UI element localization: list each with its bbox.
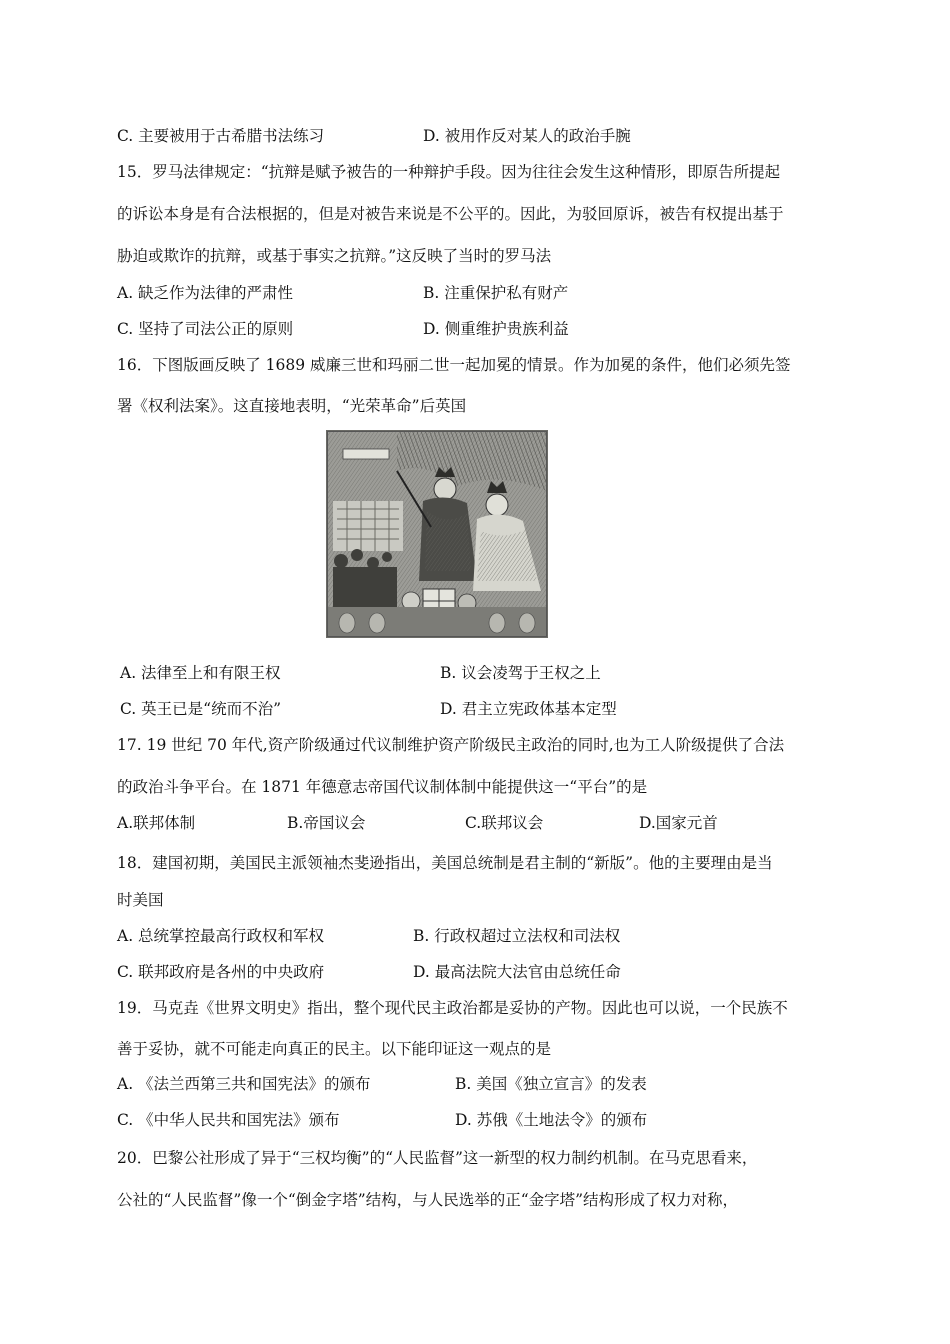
q16-stem-line-2: 署《权利法案》。这直接地表明，“光荣革命”后英国	[117, 397, 467, 415]
q15-option-a: A. 缺乏作为法律的严肃性	[117, 284, 294, 302]
q18-stem-line-1: 18．建国初期，美国民主派领袖杰斐逊指出，美国总统制是君主制的“新版”。他的主要理由是当	[117, 854, 773, 872]
q15-option-c: C. 坚持了司法公正的原则	[117, 320, 294, 338]
q16-option-b: B. 议会凌驾于王权之上	[440, 664, 601, 682]
q15-stem-line-2: 的诉讼本身是有合法根据的，但是对被告来说是不公平的。因此，为驳回原诉，被告有权提出基于	[117, 205, 784, 223]
q20-stem-line-1: 20．巴黎公社形成了异于“三权均衡”的“人民监督”这一新型的权力制约机制。在马克思看来，	[117, 1149, 758, 1167]
q18-option-d: D. 最高法院大法官由总统任命	[413, 963, 621, 981]
q19-option-b: B. 美国《独立宣言》的发表	[455, 1075, 647, 1093]
q16-option-a: A. 法律至上和有限王权	[120, 664, 281, 682]
q19-stem-line-1: 19．马克垚《世界文明史》指出，整个现代民主政治都是妥协的产物。因此也可以说，一个民族不	[117, 999, 788, 1017]
q17-option-a: A.联邦体制	[117, 814, 196, 832]
q18-option-c: C. 联邦政府是各州的中央政府	[117, 963, 325, 981]
q19-stem-line-2: 善于妥协，就不可能走向真正的民主。以下能印证这一观点的是	[117, 1040, 552, 1058]
q17-stem-line-1: 17. 19 世纪 70 年代,资产阶级通过代议制维护资产阶级民主政治的同时,也为工人阶级提供了合法	[117, 736, 785, 754]
coronation-engraving-image	[326, 430, 548, 638]
q18-stem-line-2: 时美国	[117, 891, 164, 909]
q17-option-d: D.国家元首	[639, 814, 718, 832]
q14-option-d: D. 被用作反对某人的政治手腕	[423, 127, 631, 145]
q15-option-b: B. 注重保护私有财产	[423, 284, 569, 302]
q16-stem-line-1: 16．下图版画反映了 1689 威廉三世和玛丽二世一起加冕的情景。作为加冕的条件，他们必须先签	[117, 356, 791, 374]
q17-option-b: B.帝国议会	[287, 814, 366, 832]
q16-option-d: D. 君主立宪政体基本定型	[440, 700, 617, 718]
q17-option-c: C.联邦议会	[465, 814, 544, 832]
q19-option-a: A. 《法兰西第三共和国宪法》的颁布	[117, 1075, 371, 1093]
q17-stem-line-2: 的政治斗争平台。在 1871 年德意志帝国代议制体制中能提供这一“平台”的是	[117, 778, 648, 796]
q15-stem-line-3: 胁迫或欺诈的抗辩，或基于事实之抗辩。”这反映了当时的罗马法	[117, 247, 552, 265]
q16-option-c: C. 英王已是“统而不治”	[120, 700, 282, 718]
q18-option-a: A. 总统掌控最高行政权和军权	[117, 927, 325, 945]
q18-option-b: B. 行政权超过立法权和司法权	[413, 927, 621, 945]
q19-option-d: D. 苏俄《土地法令》的颁布	[455, 1111, 648, 1129]
q19-option-c: C. 《中华人民共和国宪法》颁布	[117, 1111, 340, 1129]
q15-stem-line-1: 15．罗马法律规定：“抗辩是赋予被告的一种辩护手段。因为往往会发生这种情形，即原告所提起	[117, 163, 781, 181]
q14-option-c: C. 主要被用于古希腊书法练习	[117, 127, 325, 145]
q15-option-d: D. 侧重维护贵族利益	[423, 320, 569, 338]
q20-stem-line-2: 公社的“人民监督”像一个“倒金字塔”结构，与人民选举的正“金字塔”结构形成了权力对称，	[117, 1191, 739, 1209]
